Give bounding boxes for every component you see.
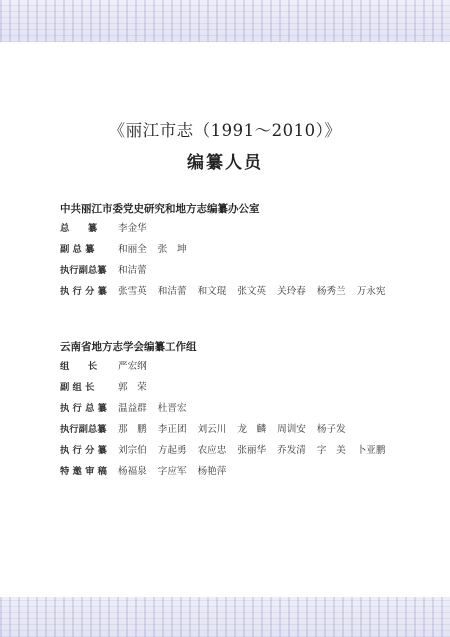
staff-name: 卜亚鹏 (356, 445, 386, 456)
name-list (118, 465, 226, 479)
staff-name: 那 鹏 (118, 424, 147, 435)
staff-name: 关玲春 (277, 286, 306, 297)
name-list (118, 285, 385, 299)
staff-name: 刘宗伯 (118, 445, 147, 456)
staff-name: 杨秀兰 (316, 286, 346, 297)
staff-name: 农应忠 (197, 445, 227, 456)
role-label: 副 总 纂 (60, 244, 95, 255)
role-label: 执 行 总 纂 (60, 403, 107, 414)
staff-name: 字应军 (157, 466, 187, 477)
staff-name: 和洁蕾 (118, 265, 147, 276)
staff-name: 严宏纲 (118, 361, 147, 372)
staff-name: 张 坤 (157, 244, 187, 255)
staff-name: 温益群 (118, 403, 147, 414)
staff-name: 周训安 (277, 424, 306, 435)
role-label: 执行副总纂 (60, 424, 107, 435)
staff-name: 和文琨 (197, 286, 227, 297)
staff-name: 杜晋宏 (157, 403, 187, 414)
section-org-name: 云南省地方志学会编纂工作组 (60, 341, 197, 353)
staff-name: 龙 麟 (237, 424, 267, 435)
staff-name: 乔发清 (277, 445, 306, 456)
name-list (118, 243, 187, 257)
staff-name: 方起勇 (157, 445, 187, 456)
name-list (118, 423, 346, 437)
staff-row (60, 465, 430, 486)
staff-name: 和丽全 (118, 244, 147, 255)
staff-name: 和洁蕾 (157, 286, 187, 297)
name-list (118, 444, 385, 458)
staff-row (60, 222, 430, 243)
staff-name: 郭 荣 (118, 382, 147, 393)
staff-name: 李正团 (157, 424, 187, 435)
role-label: 组 长 (60, 361, 98, 372)
role-label: 执 行 分 纂 (60, 445, 107, 456)
staff-name: 杨子发 (316, 424, 346, 435)
decorative-footer-band (0, 597, 450, 637)
title-block (0, 120, 450, 173)
name-list (118, 264, 147, 278)
staff-row (60, 423, 430, 444)
section-party-history-office (60, 202, 430, 306)
staff-name: 张文英 (237, 286, 267, 297)
staff-row (60, 285, 430, 306)
section-yunnan-gazetteer-society (60, 340, 430, 486)
page-subtitle: 编纂人员 (187, 153, 263, 173)
name-list (118, 360, 147, 374)
staff-name: 万永宪 (356, 286, 386, 297)
name-list (118, 381, 147, 395)
staff-row (60, 381, 430, 402)
section-org-name: 中共丽江市委党史研究和地方志编纂办公室 (60, 203, 260, 215)
staff-name: 刘云川 (197, 424, 227, 435)
staff-name: 李金华 (118, 223, 147, 234)
role-label: 执 行 分 纂 (60, 286, 107, 297)
role-label: 执行副总纂 (60, 265, 107, 276)
role-label: 总 纂 (60, 223, 98, 234)
decorative-header-band (0, 0, 450, 42)
staff-name: 字 美 (316, 445, 346, 456)
staff-name: 杨艳萍 (197, 466, 227, 477)
staff-row (60, 444, 430, 465)
staff-row (60, 243, 430, 264)
staff-row (60, 402, 430, 423)
role-label: 副 组 长 (60, 382, 95, 393)
staff-row (60, 264, 430, 285)
book-title: 《丽江市志（1991～2010）》 (108, 121, 342, 140)
staff-row (60, 360, 430, 381)
role-label: 特 邀 审 稿 (60, 466, 107, 477)
staff-name: 张雪英 (118, 286, 147, 297)
name-list (118, 402, 187, 416)
staff-name: 杨福泉 (118, 466, 147, 477)
staff-name: 张丽华 (237, 445, 267, 456)
name-list (118, 222, 147, 236)
